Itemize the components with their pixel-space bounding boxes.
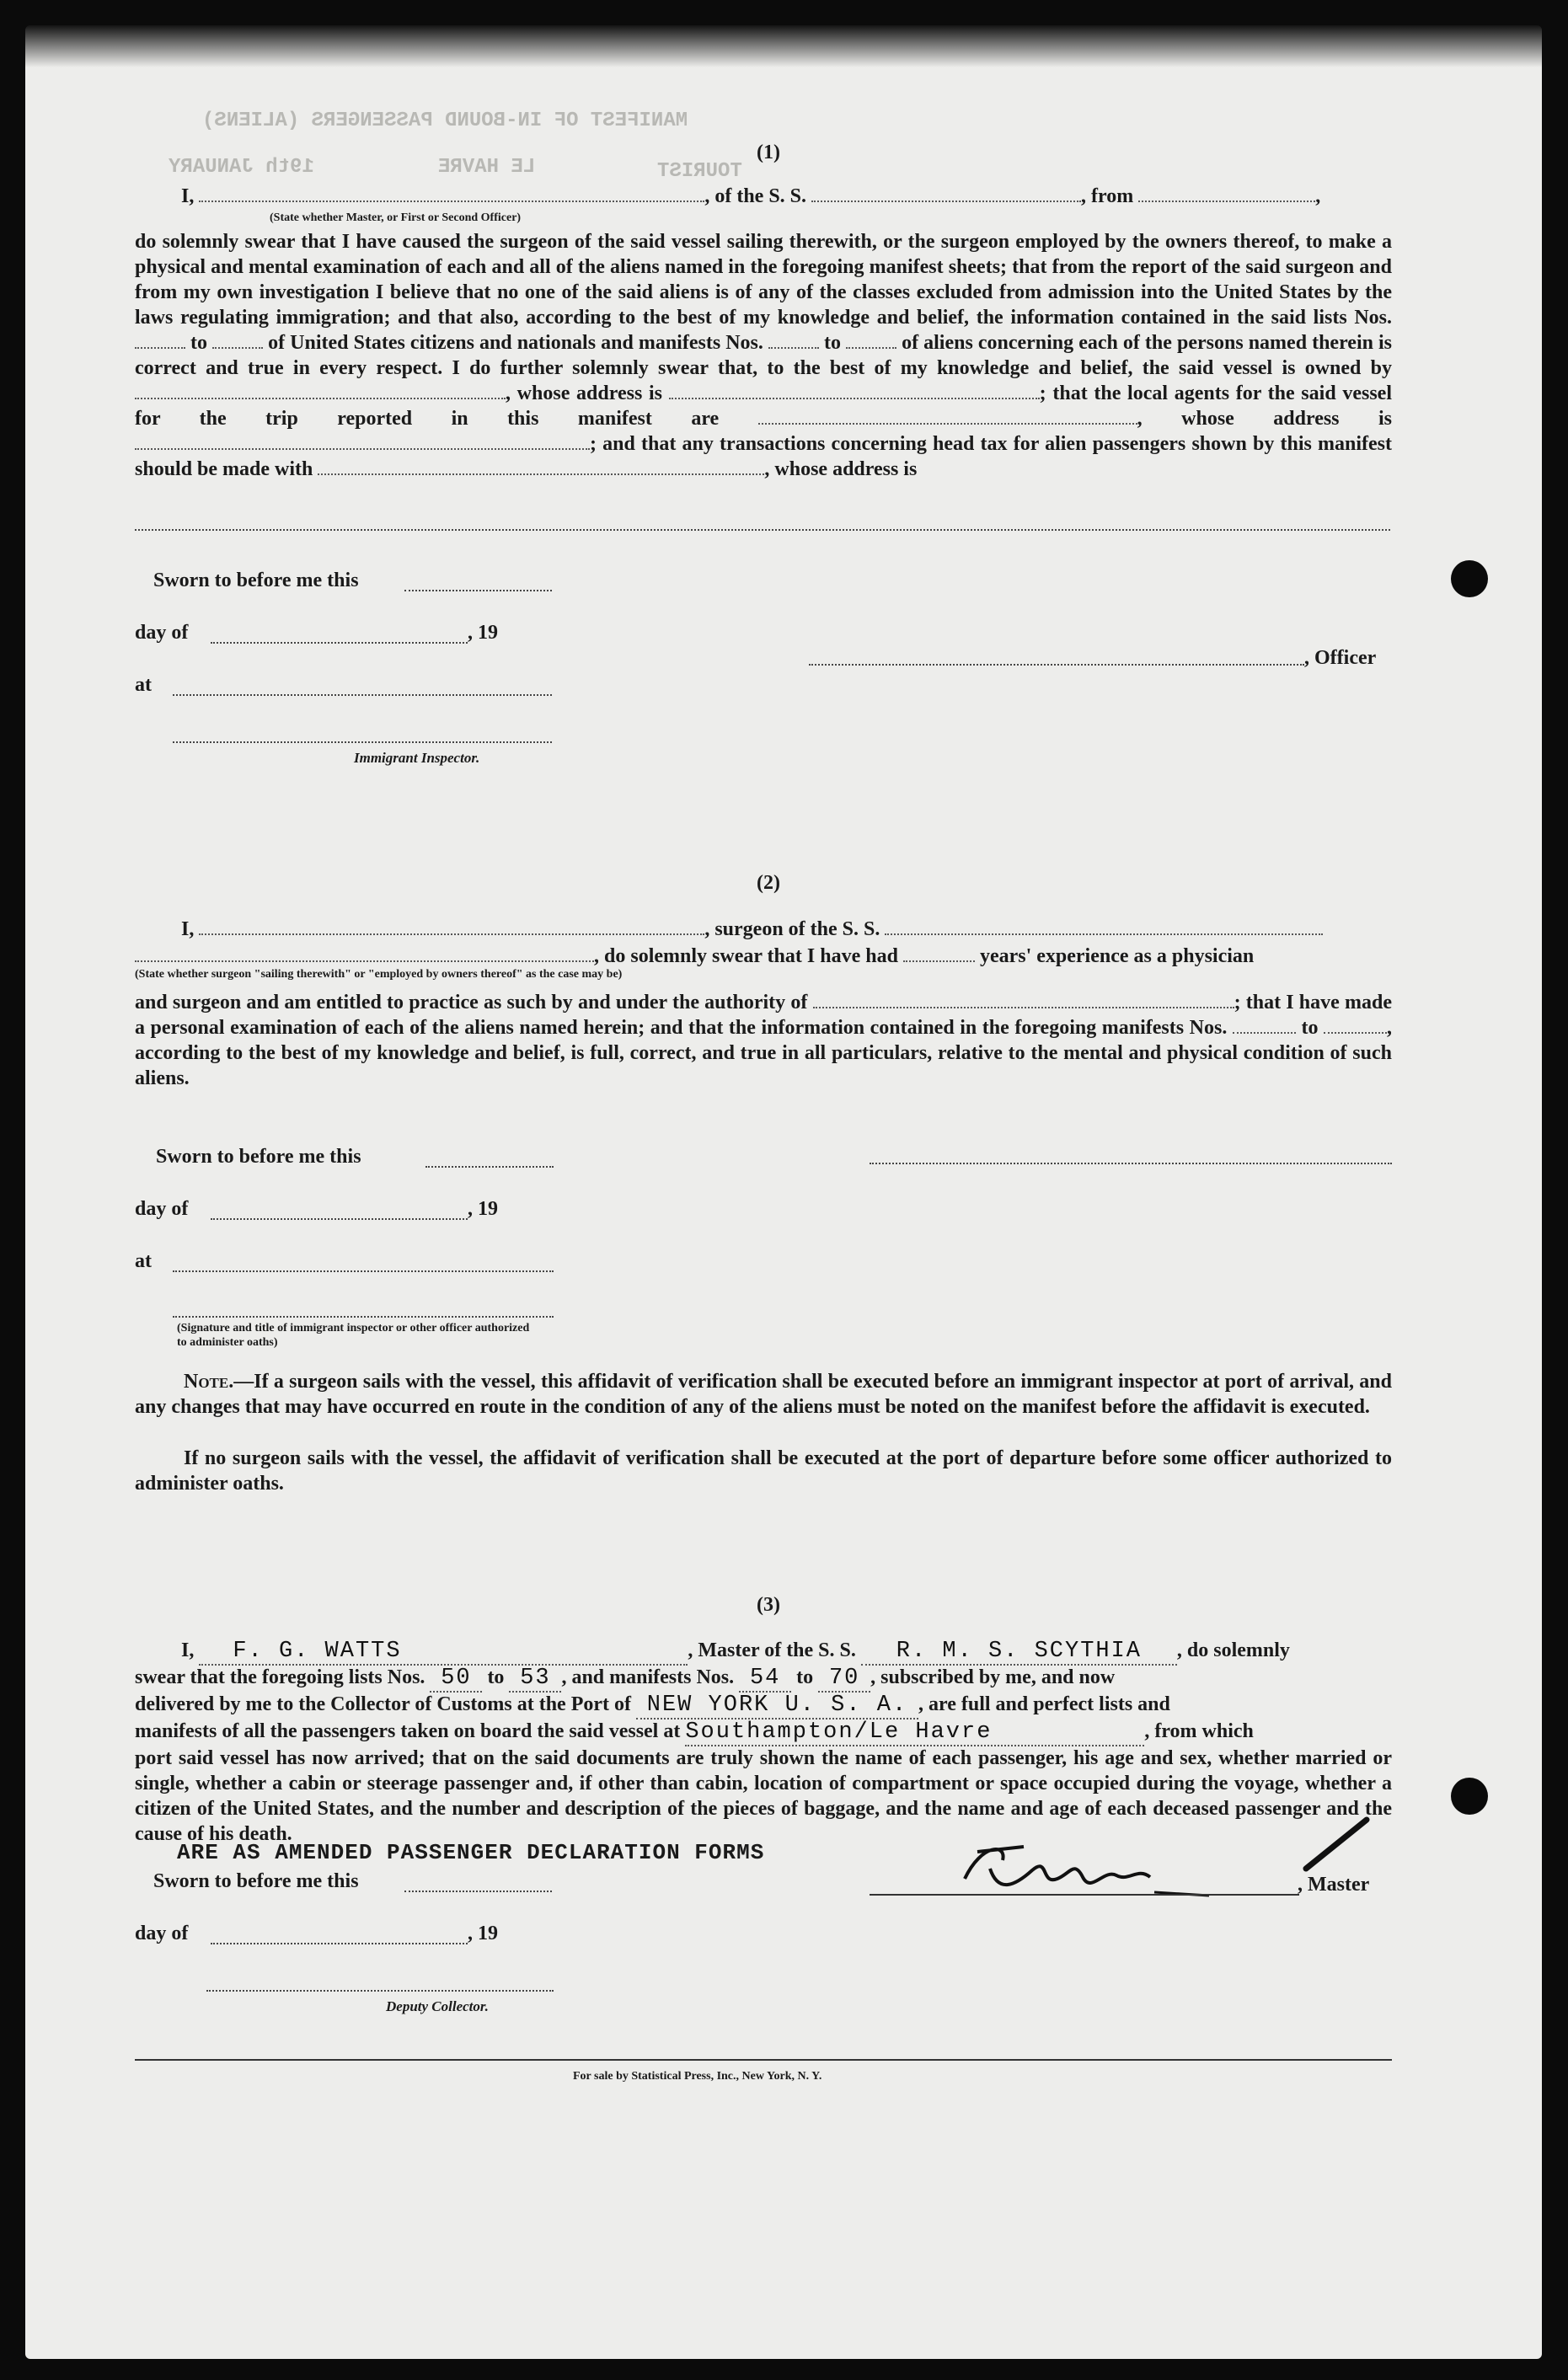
s1-whose-address-2: , whose address is bbox=[764, 458, 918, 480]
s1-lists-from bbox=[135, 332, 185, 349]
s2-dayof: day of bbox=[135, 1198, 189, 1220]
s3-manifests-from: 54 bbox=[739, 1666, 791, 1693]
s1-caption: (State whether Master, or First or Second Officer) bbox=[270, 211, 522, 224]
s2-surgeon-of: , surgeon of the S. S. bbox=[704, 918, 880, 940]
s2-name-field bbox=[199, 918, 704, 935]
s3-subscribed: , subscribed by me, and now bbox=[870, 1666, 1116, 1688]
s2-years-field bbox=[903, 945, 975, 962]
s2-manifest-to bbox=[1324, 1017, 1387, 1034]
s1-lists-to bbox=[212, 332, 263, 349]
s1-of-ss: , of the S. S. bbox=[704, 185, 807, 207]
s2-years-exp: years' experience as a physician bbox=[979, 945, 1255, 967]
punch-hole bbox=[1451, 560, 1488, 597]
s1-inspector-line bbox=[173, 741, 552, 743]
s1-manifest-to bbox=[846, 332, 896, 349]
s2-line2 bbox=[135, 944, 1392, 969]
s1-owner-address bbox=[669, 382, 1040, 399]
s3-line4 bbox=[135, 1719, 1392, 1746]
s2-sworn: Sworn to before me this bbox=[156, 1146, 361, 1168]
s1-sworn-line bbox=[404, 590, 552, 591]
s1-whose-address: , whose address is bbox=[506, 382, 662, 404]
s1-name-field bbox=[199, 185, 704, 202]
s3-port: NEW YORK U. S. A. bbox=[636, 1693, 918, 1719]
s3-from-which: , from which bbox=[1144, 1720, 1254, 1742]
s1-at: at bbox=[135, 674, 152, 696]
s1-address-line bbox=[135, 529, 1390, 531]
s3-swear-lists: swear that the foregoing lists Nos. bbox=[135, 1666, 425, 1688]
s3-full-perfect: , are full and perfect lists and bbox=[918, 1693, 1170, 1715]
s3-from-port: Southampton/Le Havre bbox=[685, 1719, 1144, 1746]
s1-inspector: Immigrant Inspector. bbox=[354, 750, 480, 766]
s3-line3 bbox=[135, 1692, 1392, 1719]
s1-headtax-field bbox=[318, 458, 764, 475]
s3-year: , 19 bbox=[468, 1923, 498, 1944]
s2-signature-line bbox=[870, 1163, 1392, 1164]
s2-day-line bbox=[211, 1218, 468, 1220]
s3-master-line bbox=[870, 1894, 1299, 1896]
s3-sworn-line bbox=[404, 1891, 552, 1892]
s1-year: , 19 bbox=[468, 622, 498, 644]
s1-at-line bbox=[173, 694, 552, 696]
s2-note-2: If no surgeon sails with the vessel, the affidavit of verification shall be executed at the port of departure before some officer authorized to administer oaths. bbox=[135, 1447, 1392, 1495]
s3-line2 bbox=[135, 1665, 1392, 1693]
s2-ship-field bbox=[885, 918, 1323, 935]
footer-printer: For sale by Statistical Press, Inc., New York, N. Y. bbox=[573, 2070, 822, 2083]
s1-body-text-2: of United States citizens and nationals and manifests Nos. bbox=[268, 332, 763, 354]
s3-ship-name: R. M. S. SCYTHIA bbox=[861, 1639, 1177, 1666]
s2-at-line bbox=[173, 1270, 554, 1272]
s1-agents-field bbox=[758, 408, 1137, 425]
section-1-number: (1) bbox=[757, 142, 780, 163]
s3-do-solemnly: , do solemnly bbox=[1176, 1639, 1290, 1661]
s2-note-text-1: —If a surgeon sails with the vessel, this affidavit of verification shall be executed before an immigrant inspector at port of arrival, and any changes that may have occurred en route in the condition of any of the aliens must be noted on the manifest before the affidavit is executed. bbox=[135, 1371, 1392, 1418]
s1-body-text-3: of aliens concerning each of the persons named therein is correct and true in every respect. I do further solemnly swear that, to the best of my knowledge and belief, the said vessel is owned by bbox=[135, 332, 1393, 379]
s1-body-text-5: whose address is bbox=[1181, 408, 1392, 430]
master-signature bbox=[956, 1835, 1226, 1902]
s3-body-rest: port said vessel has now arrived; that on the said documents are truly shown the name of each passenger, his age and sex, whether married or single, whether a cabin or steerage passenger and, if other than cabin, location of compartment or space occupied during the voyage, whether a citizen of the United States, and the number and description of the pieces of baggage, and the name and age of each deceased passenger and the cause of his death. bbox=[135, 1747, 1392, 1845]
bleed-date: 19th JANUARY bbox=[169, 156, 314, 179]
s1-officer: , Officer bbox=[1304, 647, 1377, 669]
s1-from: , from bbox=[1081, 185, 1134, 207]
punch-hole bbox=[1451, 1778, 1488, 1815]
s2-body-text-2: that I have made a personal examination of each of the aliens named herein; and that the information contained in the foregoing manifests Nos. bbox=[135, 992, 1392, 1039]
s1-sworn: Sworn to before me this bbox=[153, 570, 359, 591]
s1-to-2: to bbox=[823, 332, 841, 354]
s1-from-field bbox=[1138, 185, 1315, 202]
s3-sworn: Sworn to before me this bbox=[153, 1870, 359, 1892]
bleed-port: LE HAVRE bbox=[438, 156, 536, 179]
s1-dayof: day of bbox=[135, 622, 189, 644]
s2-body-text-4: , according to the best of my knowledge and belief, is full, correct, and true in all particulars, relative to the mental and physical condition of such aliens. bbox=[135, 1017, 1393, 1089]
s2-solemnly: , do solemnly swear that I have had bbox=[594, 945, 898, 967]
s2-authority-field bbox=[813, 992, 1234, 1008]
s2-body-text-1: and surgeon and am entitled to practice as such by and under the authority of bbox=[135, 992, 808, 1014]
check-mark bbox=[1298, 1811, 1373, 1879]
s3-to-1: to bbox=[487, 1666, 505, 1688]
s2-caption: (State whether surgeon "sailing therewith" or "employed by owners thereof" as the case may be) bbox=[135, 968, 623, 981]
s2-i: I, bbox=[181, 918, 195, 940]
s3-lists-to: 53 bbox=[509, 1666, 561, 1693]
s3-to-2: to bbox=[796, 1666, 814, 1688]
s3-master: , Master bbox=[1298, 1874, 1370, 1896]
s1-i: I, bbox=[181, 185, 195, 207]
s1-day-line bbox=[211, 642, 468, 644]
s3-master-name: F. G. WATTS bbox=[199, 1639, 688, 1666]
s3-delivered: delivered by me to the Collector of Customs at the Port of bbox=[135, 1693, 631, 1715]
s1-manifest-from bbox=[768, 332, 819, 349]
s2-caption-sig: (Signature and title of immigrant inspector or other officer authorized to administer oaths) bbox=[177, 1322, 530, 1349]
s1-body-text-6: ; and that any transactions concerning head tax for alien passengers shown by this manifest should be made with bbox=[135, 433, 1392, 480]
s3-and-manifests: , and manifests Nos. bbox=[561, 1666, 735, 1688]
s2-to: to bbox=[1301, 1017, 1319, 1039]
section-2-number: (2) bbox=[757, 872, 780, 894]
s1-agent-address bbox=[135, 433, 590, 450]
s3-day-line bbox=[211, 1943, 468, 1944]
bleed-title: MANIFEST OF IN-BOUND PASSENGERS (ALIENS) bbox=[202, 110, 688, 132]
s2-note-label: Note. bbox=[184, 1371, 234, 1393]
s1-officer-line bbox=[809, 664, 1304, 666]
s3-deputy-line bbox=[206, 1990, 554, 1992]
s1-to: to bbox=[190, 332, 208, 354]
s2-sailing-field bbox=[135, 945, 594, 962]
bleed-class: TOURIST bbox=[657, 160, 742, 183]
s2-body: and surgeon and am entitled to practice as such by and under the authority of ; that I have made a personal examination of each of the aliens named herein; and that the information contained in the foregoing manifests Nos. to , according to the best of my knowledge and belief, is full, correct, and true in all particulars, relative to the mental and physical condition of such aliens. bbox=[135, 992, 1393, 1089]
section-3-number: (3) bbox=[757, 1594, 780, 1616]
s1-body-text-4: that the local agents for the said vessel for the trip reported in this manifest are bbox=[135, 382, 1392, 430]
s2-line1 bbox=[181, 917, 1394, 942]
s3-manifests-to: 70 bbox=[818, 1666, 870, 1693]
s2-at: at bbox=[135, 1250, 152, 1272]
s3-stamp: ARE AS AMENDED PASSENGER DECLARATION FORMS bbox=[177, 1840, 765, 1865]
s2-year: , 19 bbox=[468, 1198, 498, 1220]
footer-rule bbox=[135, 2059, 1392, 2061]
s1-body-1: do solemnly swear that I have caused the surgeon of the said vessel sailing therewith, or the surgeon employed by the owners thereof, to make a physical and mental examination of each and all of the aliens named in the foregoing manifest sheets; that from the report of the said surgeon and from my own investigation I believe that no one of the said aliens is of any of the classes excluded from admission into the United States by the laws regulating immigration; and that also, according to the best of my knowledge and belief, the information contained in the said lists Nos. to of United States citizens and nationals and manifests Nos. to of aliens concerning each of the persons named therein is correct and true in every respect. I do further solemnly swear that, to the best of my knowledge and belief, the said vessel is owned by , whose address is ; that the local agents for the said vessel for the trip reported in this manifest are , whose address is ; and that any transactions concerning head tax for alien passengers shown by this manifest should be made with , whose address is bbox=[135, 231, 1393, 480]
s3-master-of: , Master of the S. S. bbox=[688, 1639, 856, 1661]
s3-manifests-all: manifests of all the passengers taken on board the said vessel at bbox=[135, 1720, 681, 1742]
s1-line1: I, , of the S. S. , from , bbox=[181, 185, 1321, 207]
s1-ship-field bbox=[811, 185, 1081, 202]
s3-lists-from: 50 bbox=[430, 1666, 482, 1693]
s2-note-1 bbox=[135, 1369, 1392, 1420]
s3-deputy: Deputy Collector. bbox=[386, 1998, 489, 2014]
s3-i: I, bbox=[181, 1639, 195, 1661]
s3-line1 bbox=[181, 1638, 1394, 1666]
s2-sworn-line bbox=[425, 1166, 554, 1168]
s2-inspector-line bbox=[173, 1316, 554, 1318]
s1-owner-field bbox=[135, 382, 506, 399]
s1-body-text-1: do solemnly swear that I have caused the surgeon of the said vessel sailing therewith, or the surgeon employed by the owners thereof, to make a physical and mental examination of each and all of the aliens named in the foregoing manifest sheets; that from the report of the said surgeon and from my own investigation I believe that no one of the said aliens is of any of the classes excluded from admission into the United States by the laws regulating immigration; and that also, according to the best of my knowledge and belief, the information contained in the said lists Nos. bbox=[135, 231, 1392, 329]
s3-dayof: day of bbox=[135, 1923, 189, 1944]
s2-manifest-from bbox=[1233, 1017, 1296, 1034]
